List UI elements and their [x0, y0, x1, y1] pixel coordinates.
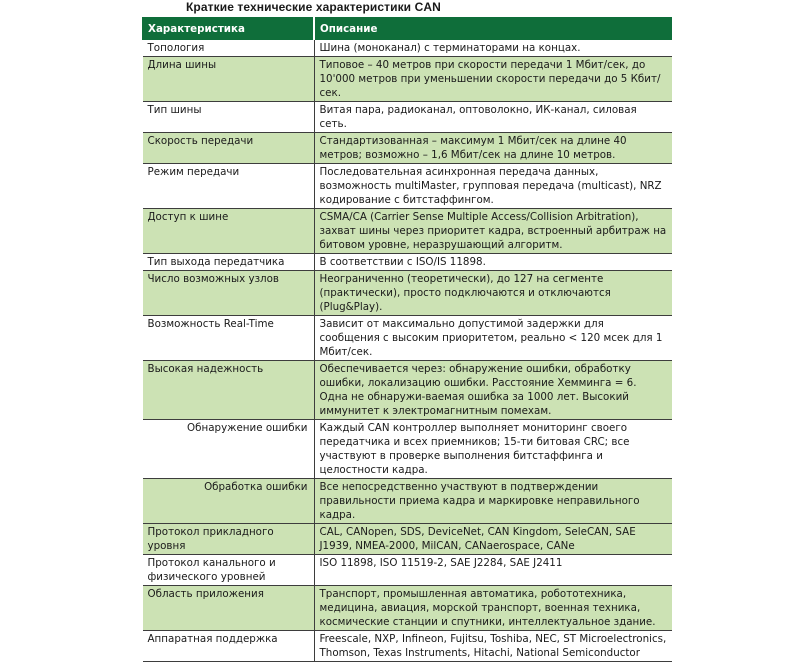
description-cell: CAL, CANopen, SDS, DeviceNet, CAN Kingdom, SeleCAN, SAE J1939, NMEA-2000, MilCAN, CANaerospace, CANe [314, 524, 672, 555]
description-cell: Все непосредственно участвуют в подтверждении правильности приема кадра и маркировке неправильного кадра. [314, 479, 672, 524]
description-cell: Зависит от максимально допустимой задержки для сообщения с высоким приоритетом, реально < 120 мсек для 1 Мбит/сек. [314, 316, 672, 361]
page-title: Краткие технические характеристики CAN [186, 0, 441, 14]
table-header [143, 17, 672, 40]
description-cell: Типовое – 40 метров при скорости передачи 1 Мбит/сек, до 10'000 метров при уменьшении скорости передачи до 5 Кбит/сек. [314, 57, 672, 102]
table-row [143, 102, 672, 133]
characteristic-cell: Число возможных узлов [143, 271, 315, 316]
table-row [143, 631, 672, 662]
description-cell: CSMA/CA (Carrier Sense Multiple Access/Collision Arbitration), захват шины через приоритет кадра, встроенный арбитраж на битовом уровне, неразрушающий алгоритм. [314, 209, 672, 254]
characteristic-cell: Аппаратная поддержка [143, 631, 315, 662]
table-body [143, 40, 672, 662]
characteristic-cell: Протокол прикладного уровня [143, 524, 315, 555]
table-row [143, 555, 672, 586]
characteristic-cell: Протокол канального и физического уровней [143, 555, 315, 586]
table-row [143, 40, 672, 57]
characteristic-cell: Скорость передачи [143, 133, 315, 164]
characteristic-cell: Длина шины [143, 57, 315, 102]
table-row [143, 164, 672, 209]
table-row [143, 57, 672, 102]
table-row [143, 133, 672, 164]
characteristic-cell: Топология [143, 40, 315, 57]
description-cell: Последовательная асинхронная передача данных, возможность multiMaster, групповая передача (multicast), NRZ кодирование с битстаффингом. [314, 164, 672, 209]
specs-table [142, 17, 672, 662]
description-cell: Шина (моноканал) с терминаторами на концах. [314, 40, 672, 57]
table-row [143, 586, 672, 631]
table-row [143, 209, 672, 254]
table-row [143, 524, 672, 555]
description-cell: Транспорт, промышленная автоматика, робототехника, медицина, авиация, морской транспорт, военная техника, космические станции и спутники, интеллектуальное здание. [314, 586, 672, 631]
table-row [143, 271, 672, 316]
description-cell: Freescale, NXP, Infineon, Fujitsu, Toshiba, NEC, ST Microelectronics, Thomson, Texas Instruments, Hitachi, National Semiconductor [314, 631, 672, 662]
characteristic-cell: Возможность Real-Time [143, 316, 315, 361]
header-description: Описание [314, 17, 672, 40]
description-cell: Каждый CAN контроллер выполняет мониторинг своего передатчика и всех приемников; 15-ти битовая CRC; все участвуют в проверке выполнения битстаффинга и целостности кадра. [314, 420, 672, 479]
characteristic-cell: Доступ к шине [143, 209, 315, 254]
description-cell: ISO 11898, ISO 11519-2, SAE J2284, SAE J2411 [314, 555, 672, 586]
characteristic-cell: Обнаружение ошибки [143, 420, 315, 479]
table-row [143, 479, 672, 524]
header-characteristic: Характеристика [143, 17, 315, 40]
description-cell: Витая пара, радиоканал, оптоволокно, ИК-канал, силовая сеть. [314, 102, 672, 133]
table-row [143, 361, 672, 420]
table-row [143, 316, 672, 361]
description-cell: В соответствии с ISO/IS 11898. [314, 254, 672, 271]
characteristic-cell: Тип шины [143, 102, 315, 133]
characteristic-cell: Обработка ошибки [143, 479, 315, 524]
table-row [143, 254, 672, 271]
characteristic-cell: Режим передачи [143, 164, 315, 209]
description-cell: Обеспечивается через: обнаружение ошибки, обработку ошибки, локализацию ошибки. Расстояние Хемминга = 6. Одна не обнаружи-ваемая ошибка за 1000 лет. Высокий иммунитет к электромагнитным помехам. [314, 361, 672, 420]
description-cell: Неограниченно (теоретически), до 127 на сегменте (практически), просто подключаются и отключаются (Plug&Play). [314, 271, 672, 316]
characteristic-cell: Область приложения [143, 586, 315, 631]
description-cell: Стандартизованная – максимум 1 Мбит/сек на длине 40 метров; возможно – 1,6 Мбит/сек на длине 10 метров. [314, 133, 672, 164]
characteristic-cell: Тип выхода передатчика [143, 254, 315, 271]
table-row [143, 420, 672, 479]
characteristic-cell: Высокая надежность [143, 361, 315, 420]
